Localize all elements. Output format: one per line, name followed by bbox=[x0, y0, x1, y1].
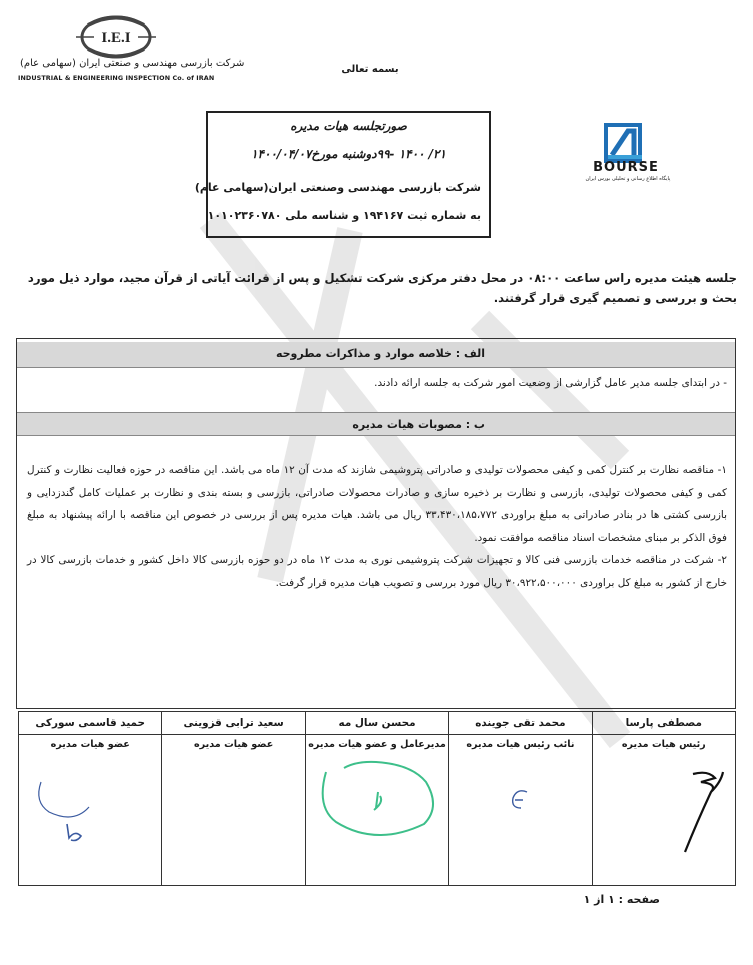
signature-cell bbox=[449, 712, 592, 886]
handwritten-signature bbox=[19, 712, 162, 864]
signer-name: حمید قاسمی سورکی bbox=[19, 712, 161, 735]
title-box bbox=[194, 111, 491, 238]
handwritten-signature bbox=[306, 712, 449, 864]
resolutions-list bbox=[27, 459, 727, 595]
signature-cell bbox=[19, 712, 162, 886]
document-title: صورتجلسه هیات مدیره bbox=[290, 119, 407, 133]
company-name-en: INDUSTRIAL & ENGINEERING INSPECTION Co. of IRAN bbox=[18, 74, 215, 82]
minutes-frame bbox=[16, 338, 736, 709]
signature-cell bbox=[305, 712, 448, 886]
section-a-item: - در ابتدای جلسه مدیر عامل گزارشی از وضعیت امور شرکت به جلسه ارائه دادند. bbox=[374, 377, 727, 389]
signer-role: مدیرعامل و عضو هیات مدیره bbox=[308, 739, 446, 750]
company-name-line: شرکت بازرسی مهندسی وصنعتی ایران(سهامی عام) bbox=[194, 181, 481, 194]
bourse-logo-subtitle: پایگاه اطلاع رسانی و تحلیلی بورس ایران bbox=[585, 176, 671, 182]
registration-line: به شماره ثبت ۱۹۴۱۶۷ و شناسه ملی ۱۰۱۰۲۳۶۰۷۸۰ bbox=[207, 209, 481, 222]
signer-role: عضو هیات مدیره bbox=[50, 739, 130, 750]
logo-letters: I.E.I bbox=[101, 30, 131, 46]
resolution-item: ۲- شرکت در مناقصه خدمات بازرسی فنی کالا و تجهیزات شرکت پتروشیمی نوری به مدت ۱۲ ماه در دو حوزه بازرسی کالا داخل کشور و خدمات بازرسی کالا در خارج از کشور به مبلغ کل براوردی ۳۰،۹۲۲،۵۰۰،۰۰۰ ریال مورد بررسی و تصویب هیات مدیره قرار گرفت. bbox=[27, 554, 727, 589]
signature-cell bbox=[162, 712, 305, 886]
company-name-fa: شرکت بازرسی مهندسی و صنعتی ایران (سهامی عام) bbox=[20, 58, 245, 69]
resolution-item: ۱- مناقصه نظارت بر کنترل کمی و کیفی محصولات تولیدی و صادراتی پتروشیمی شازند که مدت آن ۱۲ ماه می باشد. این مناقصه در حوزه فعالیت نظارت و کنترل کمی و کیفی محصولات تولیدی، بازرسی و نظارت بر ذخیره سازی و صادرات محصولات صادراتی، بازرسی و بسته بندی و نظارت بر عملیات کامل گندزدایی و بازرسی کشتی ها در بنادر صادراتی به مبلغ براوردی ۳۳،۴۳۰،۱۸۵،۷۷۲ ریال می باشد. هیات مدیره پس از بررسی در خصوص این مناقصه با ارائه پیشنهاد به مبلغ فوق الذکر بر مبنای مشخصات اسناد مناقصه موافقت نمود. bbox=[27, 464, 727, 544]
signer-name: مصطفی پارسا bbox=[593, 712, 735, 735]
signer-role: رئیس هیات مدیره bbox=[621, 739, 706, 750]
signer-name: محمد تقی جوینده bbox=[449, 712, 591, 735]
bourse-logo-text: BOURSE bbox=[593, 160, 659, 175]
signer-role: عضو هیات مدیره bbox=[194, 739, 274, 750]
page-number: صفحه : ۱ از ۱ bbox=[583, 893, 660, 906]
signature-cell bbox=[592, 712, 735, 886]
handwritten-signature bbox=[593, 712, 736, 864]
section-a-heading: الف : خلاصه موارد و مذاکرات مطروحه bbox=[17, 342, 735, 368]
handwritten-signature bbox=[449, 712, 592, 864]
signer-name: سعید ترابی قزوینی bbox=[162, 712, 304, 735]
intro-paragraph: جلسه هیئت مدیره راس ساعت ۰۸:۰۰ در محل دفتر مرکزی شرکت تشکیل و پس از قرائت آیاتی از قرآن مجید، موارد ذیل مورد بحث و بررسی و تصمیم گیری قرار گرفتند. bbox=[27, 271, 737, 305]
minutes-number-date: ۲۱/ ۱۴۰۰ -۹۹دوشنبه مورخ۱۴۰۰/۰۴/۰۷ bbox=[251, 147, 446, 161]
section-b-heading: ب : مصوبات هیات مدیره bbox=[17, 412, 735, 436]
signature-table bbox=[18, 711, 736, 886]
signer-name: محسن سال مه bbox=[306, 712, 448, 735]
bismillah-heading: بسمه تعالی bbox=[341, 64, 399, 75]
signer-role: نائب رئیس هیات مدیره bbox=[466, 739, 575, 750]
